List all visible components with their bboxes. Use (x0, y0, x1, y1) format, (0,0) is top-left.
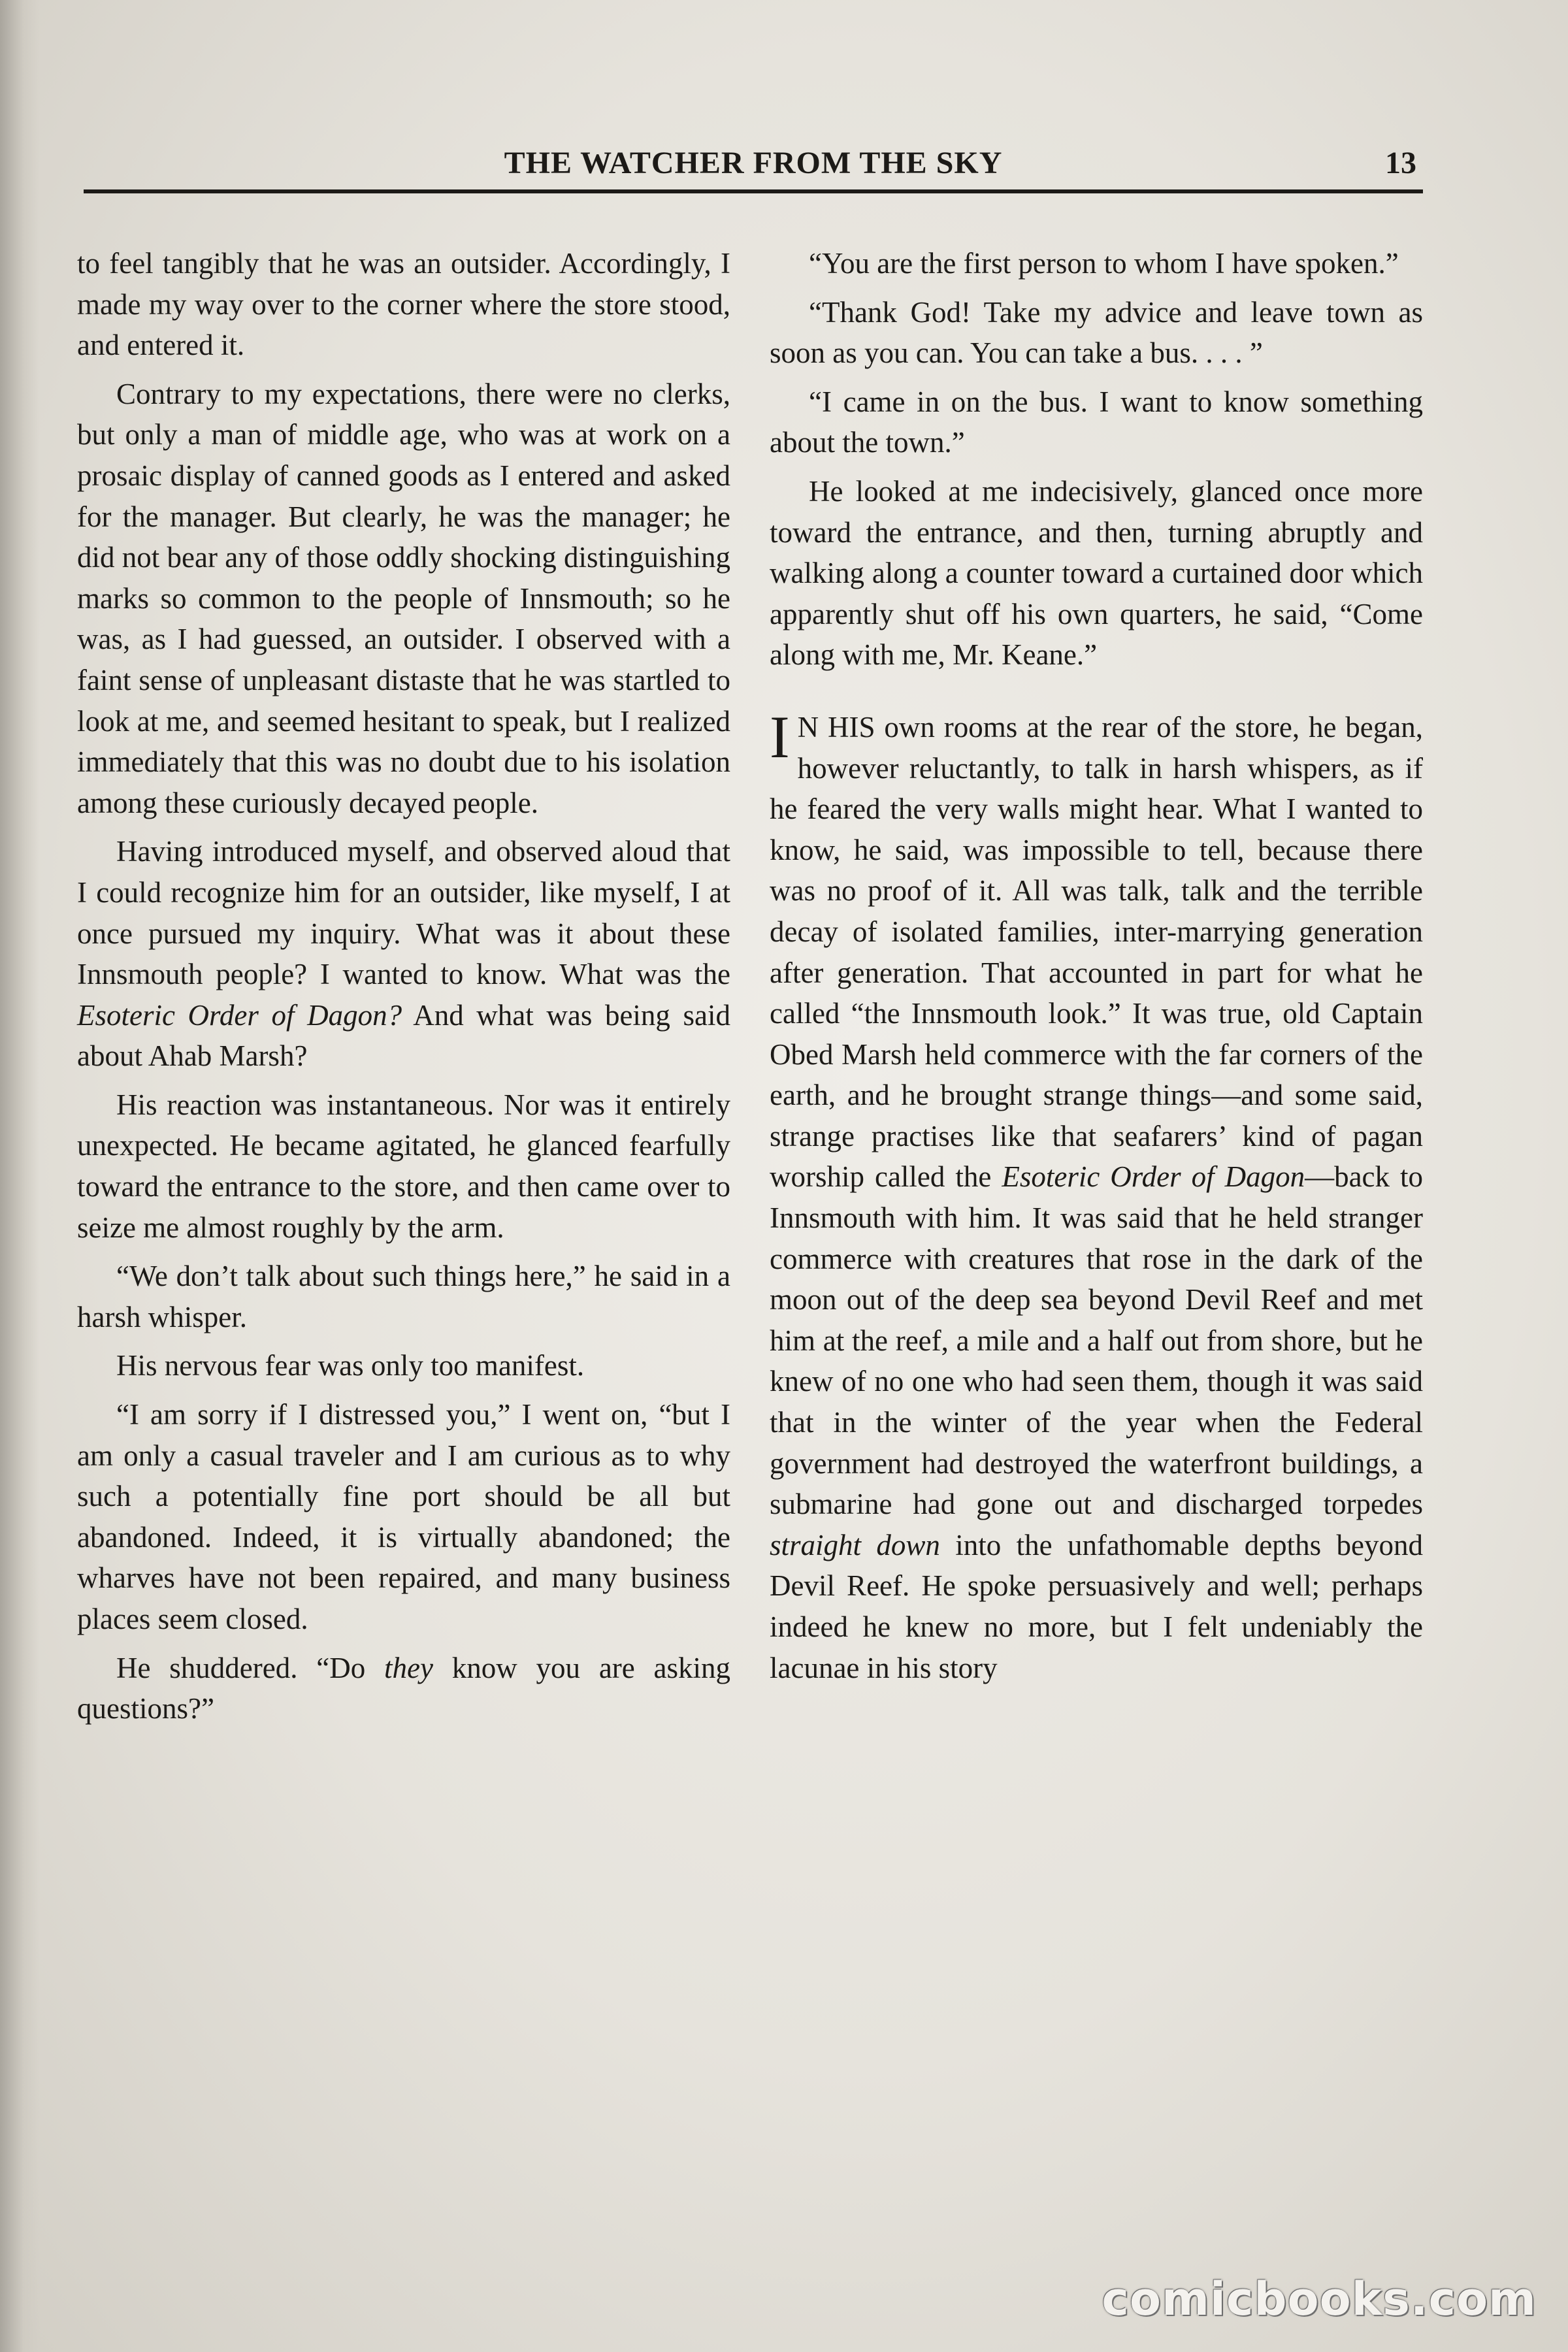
page-number: 13 (1385, 146, 1416, 180)
drop-cap: I (770, 703, 790, 770)
paragraph: His reaction was instantaneous. Nor was it entirely unexpected. He became agitated, he glanced fearfully toward the entrance to the store, and then came over to seize me almost roughly by the arm. (77, 1088, 730, 1244)
right-column (770, 243, 1423, 1688)
running-header (84, 144, 1423, 189)
left-column (77, 243, 730, 1729)
paragraph-text: know you are asking questions?” (77, 1651, 731, 1725)
paragraph-with-italics (77, 831, 730, 1077)
paragraph: “I am sorry if I distressed you,” I went on, “but I am only a casual traveler and I am curious as to why such a potentially fine port should be all but abandoned. Indeed, it is virtually abandoned; the wharves have not been repaired, and many business places seem closed. (77, 1398, 730, 1635)
paragraph-text: into the unfathomable depths beyond Devil Reef. He spoke persuasively and well; perhaps indeed he knew no more, but I felt undeniably the lacunae in his story (770, 1528, 1424, 1684)
paragraph: “I came in on the bus. I want to know something about the town.” (770, 385, 1423, 459)
italic-order-name: Esoteric Order of Dagon? (77, 998, 402, 1032)
italic-they: they (384, 1651, 433, 1684)
italic-straight-down: straight down (770, 1528, 940, 1561)
paragraph: “Thank God! Take my advice and leave town as soon as you can. You can take a bus. . . . ” (770, 295, 1423, 370)
paragraph-text: He shuddered. “Do (116, 1651, 366, 1684)
paragraph-text: Having introduced myself, and observed aloud that I could recognize him for an outsider, like myself, I at once pursued my inquiry. What was it about these Innsmouth people? I wanted to know. What was the (77, 835, 730, 991)
paragraph-with-italics (77, 1648, 730, 1729)
paragraph: He looked at me indecisively, glanced once more toward the entrance, and then, turning abruptly and walking along a counter toward a curtained door which apparently shut off his own quarters, he said, “Come along with me, Mr. Keane.” (770, 474, 1423, 672)
paragraph: His nervous fear was only too manifest. (116, 1349, 585, 1382)
section-paragraph (770, 703, 1424, 1688)
paragraph: “You are the first person to whom I have spoken.” (809, 247, 1399, 280)
section-start-smallcaps: N HIS (797, 710, 875, 743)
paragraph: Contrary to my expectations, there were no clerks, but only a man of middle age, who was at work on a prosaic display of canned goods as I entered and asked for the manager. But clearly, he was the manager; he did not bear any of those oddly shocking distinguishing marks so common to the people of Innsmouth; so he was, as I had guessed, an outsider. I observed with a faint sense of unpleasant distaste that he was startled to look at me, and seemed hesitant to speak, but I realized immediately that this was no doubt due to his isolation among these curiously decayed people. (77, 377, 730, 819)
italic-order-name: Esoteric Order of Dagon (1002, 1160, 1305, 1194)
paragraph: “We don’t talk about such things here,” he said in a harsh whisper. (77, 1260, 730, 1333)
paragraph-text: own rooms at the rear of the store, he began, however reluctantly, to talk in harsh whispers, as if he feared the very walls might hear. What I wanted to know, he said, was impossible to tell, because there was no proof of it. All was talk, talk and the terrible decay of isolated families, inter-marrying generation after generation. That accounted in part for what he called “the Innsmouth look.” It was true, old Captain Obed Marsh held commerce with the far corners of the earth, and he brought strange things—and some said, strange practises like that seafarers’ kind of pagan worship called the (770, 710, 1423, 1194)
page-binding-edge (0, 0, 39, 2352)
paragraph-text: And what was being said about Ahab Marsh? (77, 998, 730, 1073)
header-rule (84, 189, 1423, 193)
watermark-logo: comicbooks.com (1102, 2272, 1537, 2326)
paragraph-text: —back to Innsmouth with him. It was said that he held stranger commerce with creatures that rose in the dark of the moon out of the deep sea beyond Devil Reef and met him at the reef, a mile and a half out from shore, but he knew of no one who had seen them, though it was said that in the winter of the year when the Federal government had destroyed the waterfront buildings, a submarine had gone out and discharged torpedes (770, 1160, 1424, 1521)
paragraph: to feel tangibly that he was an outsider. Accordingly, I made my way over to the corner where the store stood, and entered it. (77, 247, 730, 362)
running-title: THE WATCHER FROM THE SKY (504, 146, 1003, 180)
